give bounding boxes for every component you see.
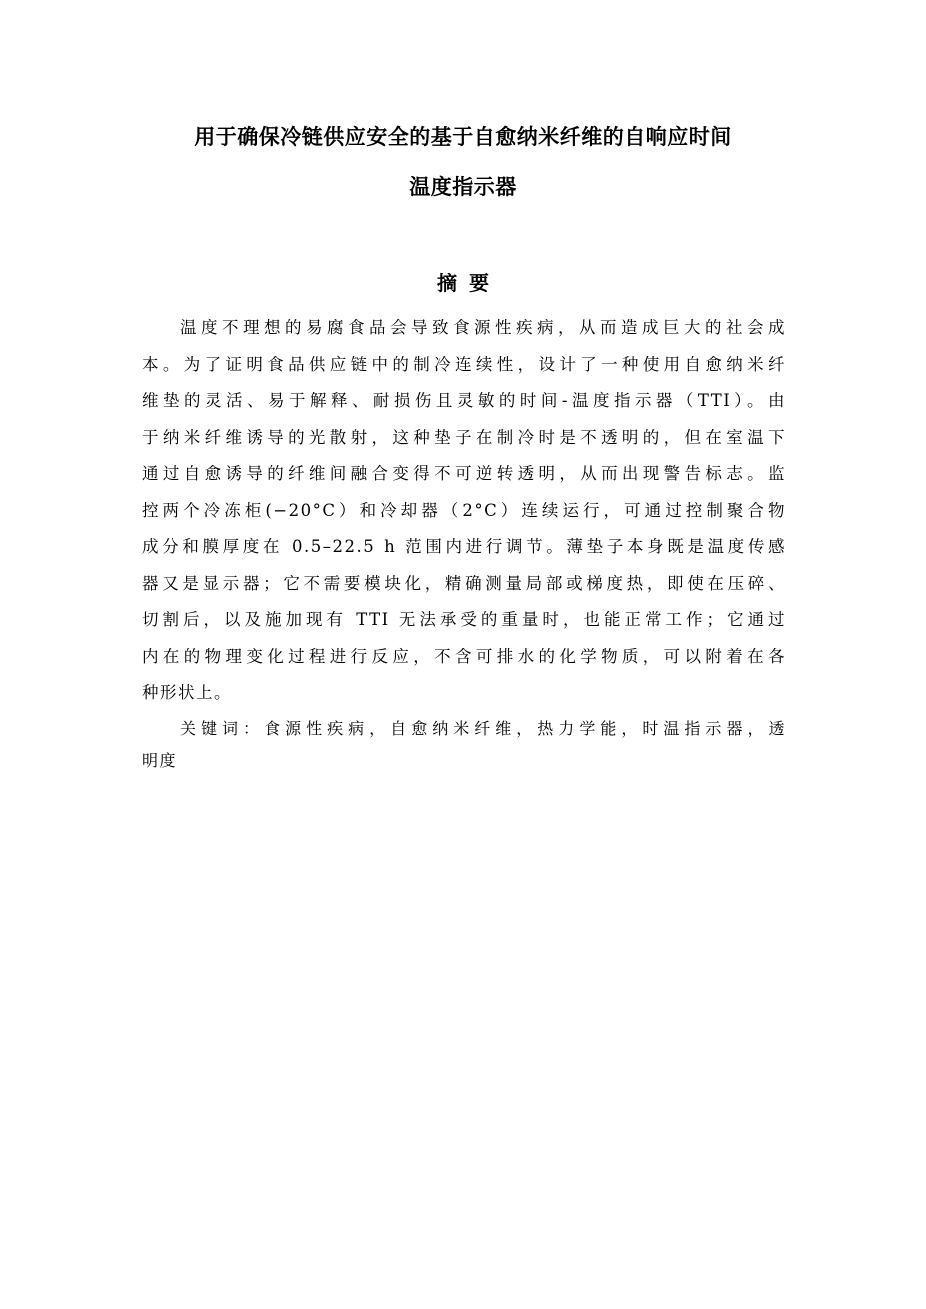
- abstract-line: 控两个冷冻柜(−20°C）和冷却器（2°C）连续运行，可通过控制聚合物: [142, 500, 786, 520]
- abstract-line: 维垫的灵活、易于解释、耐损伤且灵敏的时间-温度指示器（TTI）。由: [142, 391, 786, 410]
- keywords: [142, 713, 786, 777]
- abstract-line: 内在的物理变化过程进行反应，不含可排水的化学物质，可以附着在各: [142, 646, 786, 666]
- abstract-line: 于纳米纤维诱导的光散射，这种垫子在制冷时是不透明的，但在室温下: [142, 427, 786, 447]
- abstract-heading: 摘要: [437, 271, 501, 295]
- keywords-line-1: 关键词：食源性疾病，自愈纳米纤维，热力学能，时温指示器，透: [180, 719, 786, 738]
- paper-title-line-2: 温度指示器: [409, 175, 517, 199]
- abstract-line: 本。为了证明食品供应链中的制冷连续性，设计了一种使用自愈纳米纤: [142, 354, 786, 374]
- abstract-line: 温度不理想的易腐食品会导致食源性疾病，从而造成巨大的社会成: [180, 318, 786, 337]
- abstract-line: 通过自愈诱导的纤维间融合变得不可逆转透明，从而出现警告标志。监: [142, 464, 786, 483]
- abstract-line: 器又是显示器；它不需要模块化，精确测量局部或梯度热，即使在压碎、: [142, 573, 786, 593]
- keywords-line-2: 明度: [142, 751, 178, 770]
- paper-title-line-1: 用于确保冷链供应安全的基于自愈纳米纤维的自响应时间: [194, 125, 732, 149]
- abstract-body: [142, 310, 786, 712]
- abstract-line: 成分和膜厚度在 0.5–22.5 h 范围内进行调节。薄垫子本身既是温度传感: [142, 537, 786, 556]
- abstract-line: 种形状上。: [142, 683, 232, 702]
- abstract-line: 切割后，以及施加现有 TTI 无法承受的重量时，也能正常工作；它通过: [142, 610, 786, 629]
